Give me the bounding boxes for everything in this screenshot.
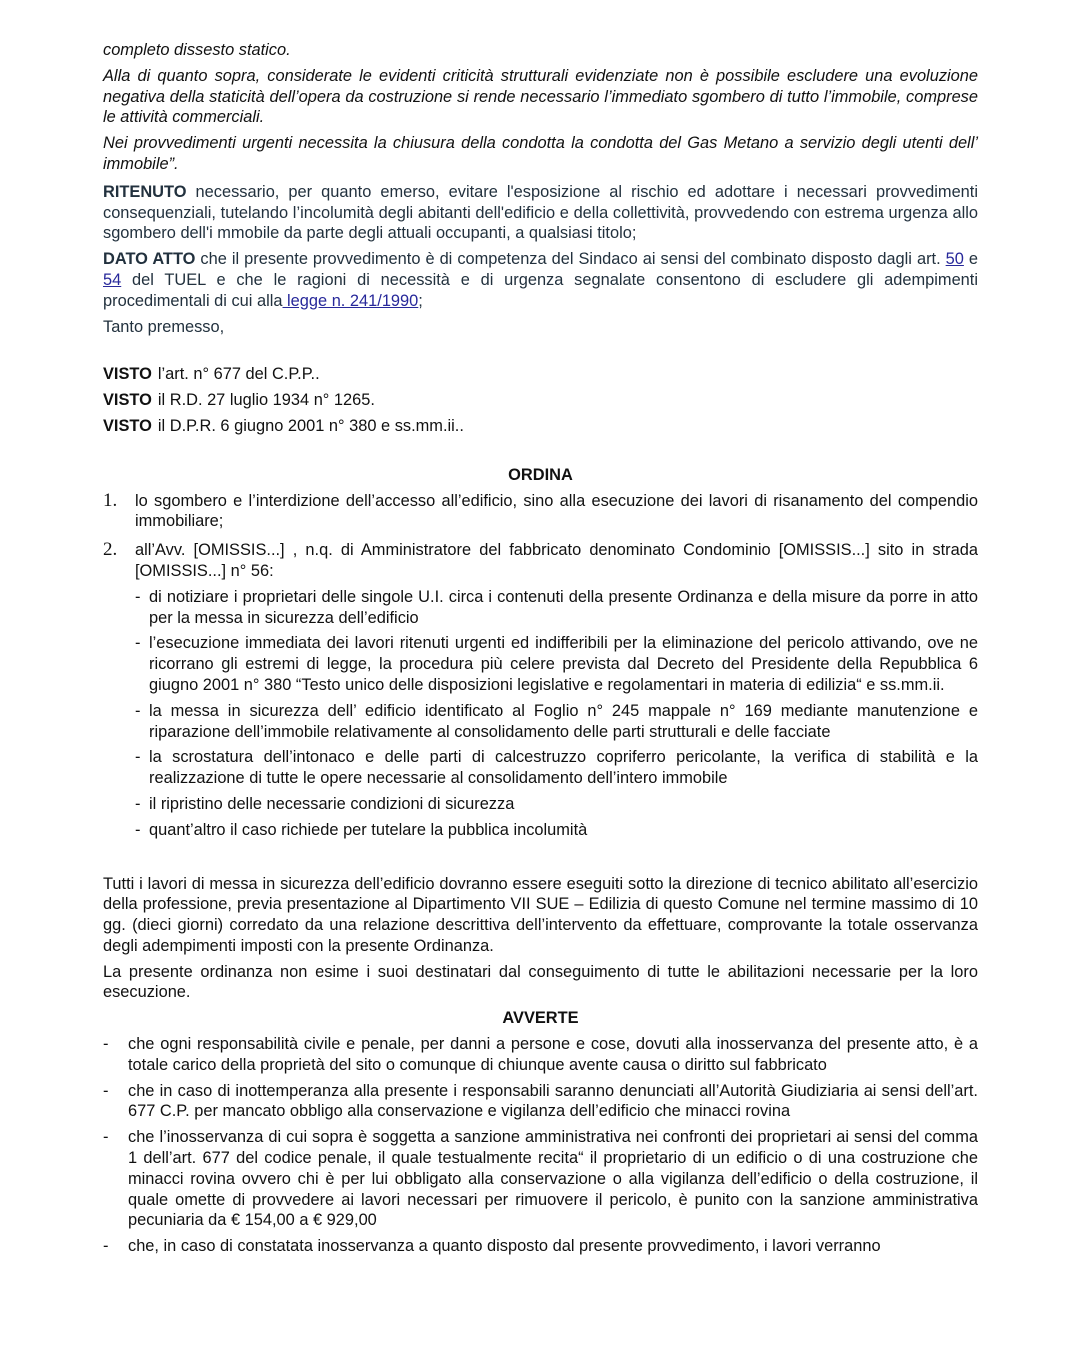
dato-atto-text-1: che il presente provvedimento è di competenza del Sindaco ai sensi del combinato disposto dagli art. [195, 250, 946, 269]
link-art-50[interactable]: 50 [945, 250, 964, 269]
visto-list [103, 364, 978, 436]
link-art-54[interactable]: 54 [103, 270, 122, 289]
visto-text: il D.P.R. 6 giugno 2001 n° 380 e ss.mm.ii.. [157, 416, 464, 435]
intro-paragraph-1: completo dissesto statico. [103, 41, 291, 59]
visto-keyword: VISTO [103, 416, 152, 435]
sub-item-text: la scrostatura dell’intonaco e delle parti di calcestruzzo copriferro pericolante, la verifica di stabilità e la realizzazione di tutte le opere necessarie al consolidamento dell’intero immobile [149, 748, 978, 788]
dato-atto-text-3: del TUEL e che le ragioni di necessità e di urgenza segnalate consentono di escludere gli adempimenti procedimentali di cui alla [103, 270, 978, 310]
ordina-item-text: lo sgombero e l’interdizione dell’accesso all’edificio, sino alla esecuzione dei lavori di risanamento del compendio immobiliare; [135, 491, 978, 531]
visto-row [103, 416, 978, 437]
intro-paragraph-2: Alla di quanto sopra, considerate le evidenti criticità strutturali evidenziate non è possibile escludere una evoluzione negativa della staticità dell’opera da costruzione si rende necessario l’immediato sgombero di tutto l’immobile, comprese le attività commerciali. [103, 66, 978, 127]
avverte-list [103, 1034, 978, 1257]
ordina-item-number: 2. [103, 539, 118, 561]
avverte-item-text: che l’inosservanza di cui sopra è soggetta a sanzione amministrativa nei confronti dei proprietari ai sensi del comma 1 dell’art. 677 del codice penale, il quale testualmente recita“ il proprietario di un edificio o di una costruzione che minacci rovina ovvero chi è per lui obbligato alla conservazione o alla vigilanza dell’edificio o della costruzione, il quale omette di provvedere ai lavori necessari per rimuovere il pericolo, è punito con la sanzione amministrativa pecuniaria da € 154,00 a € 929,00 [128, 1128, 978, 1230]
avverte-item-text: che, in caso di constatata inosservanza a quanto disposto dal presente provvedimento, i lavori verranno [128, 1237, 881, 1256]
visto-text: il R.D. 27 luglio 1934 n° 1265. [157, 391, 375, 410]
avverte-item-text: che in caso di inottemperanza alla presente i responsabili saranno denunciati all’Autorità Giudiziaria ai sensi dell’art. 677 C.P. per mancato obbligo alla conservazione e vigilanza dell’edificio che minacci rovina [128, 1081, 978, 1121]
visto-keyword: VISTO [103, 391, 152, 410]
dash-bullet: - [135, 701, 141, 720]
ritenuto-paragraph [103, 182, 978, 244]
ordina-item-number: 1. [103, 489, 118, 511]
dato-atto-paragraph [103, 249, 978, 311]
dash-bullet: - [135, 748, 141, 767]
ordina-sub-item [135, 633, 978, 695]
ordina-sub-item [135, 701, 978, 743]
dash-bullet: - [135, 794, 141, 813]
ritenuto-keyword: RITENUTO [103, 182, 187, 201]
sub-item-text: il ripristino delle necessarie condizioni di sicurezza [149, 794, 515, 813]
avverte-item-text: che ogni responsabilità civile e penale, per danni a persone e cose, dovuti alla inosservanza del presente atto, è a totale carico della proprietà del sito o comunque di chiunque avente causa o diritto sul fabbricato [128, 1035, 978, 1074]
ordina-item-text: all’Avv. [OMISSIS...] , n.q. di Amministratore del fabbricato denominato Condominio [OMISSIS...] sito in strada [OMISSIS...] n° 56: [135, 541, 978, 580]
dash-bullet: - [103, 1035, 109, 1054]
dato-atto-text-2: e [963, 250, 978, 269]
ordina-item-1 [103, 491, 978, 533]
dash-bullet: - [103, 1081, 109, 1100]
avverte-item [103, 1236, 978, 1257]
ordina-sub-item [135, 587, 978, 629]
dash-bullet: - [135, 820, 141, 839]
ordina-sub-list [103, 587, 978, 841]
avverte-heading: AVVERTE [502, 1009, 579, 1028]
visto-keyword: VISTO [103, 365, 152, 384]
visto-text: l’art. n° 677 del C.P.P.. [157, 365, 320, 384]
ordina-sub-item [135, 794, 978, 815]
avverte-item [103, 1034, 978, 1076]
non-esime-paragraph: La presente ordinanza non esime i suoi destinatari dal conseguimento di tutte le abilitazioni necessarie per la loro esecuzione. [103, 962, 978, 1002]
intro-paragraph-3: Nei provvedimenti urgenti necessita la chiusura della condotta la condotta del Gas Metano a servizio degli utenti dell’ immobile”. [103, 134, 978, 173]
ritenuto-text: necessario, per quanto emerso, evitare l'esposizione al rischio ed adottare i necessari provvedimenti consequenziali, tutelando l’incolumità degli abitanti dell'edificio e della collettività, provvedendo con estrema urgenza allo sgombero dell'i mmobile da parte degli attuali occupanti, a qualsiasi titolo; [103, 182, 978, 243]
ordina-heading: ORDINA [508, 465, 573, 484]
dash-bullet: - [135, 634, 141, 653]
sub-item-text: di notiziare i proprietari delle singole U.I. circa i contenuti della presente Ordinanza e della misure da porre in atto per la messa in sicurezza dell’edificio [149, 587, 978, 627]
visto-row [103, 364, 978, 385]
avverte-item [103, 1127, 978, 1231]
tanto-premesso: Tanto premesso, [103, 317, 225, 336]
ordina-sub-item [135, 820, 978, 841]
sub-item-text: la messa in sicurezza dell’ edificio identificato al Foglio n° 245 mappale n° 169 mediante manutenzione e riparazione dell’immobile relativamente al consolidamento delle parti strutturali e delle facciate [149, 701, 978, 741]
visto-row [103, 390, 978, 411]
sub-item-text: l’esecuzione immediata dei lavori ritenuti urgenti ed indifferibili per la eliminazione del pericolo attivando, ove ne ricorrano gli estremi di legge, la procedura più celere prevista dal Decreto del Presidente della Repubblica 6 giugno 2001 n° 380 “Testo unico delle disposizioni legislative e regolamentari in materia di edilizia“ e ss.mm.ii. [149, 634, 978, 694]
link-legge-241-1990[interactable]: legge n. 241/1990 [282, 291, 419, 310]
dato-atto-keyword: DATO ATTO [103, 250, 196, 269]
dash-bullet: - [135, 587, 141, 606]
dato-atto-text-4: ; [418, 291, 423, 310]
avverte-item [103, 1081, 978, 1123]
sub-item-text: quant’altro il caso richiede per tutelare la pubblica incolumità [149, 820, 588, 839]
ordina-item-2 [103, 540, 978, 582]
dash-bullet: - [103, 1237, 109, 1256]
ordina-sub-item [135, 747, 978, 789]
tutti-i-lavori-paragraph: Tutti i lavori di messa in sicurezza dell’edificio dovranno essere eseguiti sotto la direzione di tecnico abilitato all’esercizio della professione, previa presentazione al Dipartimento VII SUE – Edilizia di questo Comune nel termine massimo di 10 gg. (dieci giorni) corredato da una relazione descrittiva dell’intervento da effettuare, comprovante la totale osservanza degli adempimenti imposti con la presente Ordinanza. [103, 874, 978, 955]
dash-bullet: - [103, 1128, 109, 1147]
